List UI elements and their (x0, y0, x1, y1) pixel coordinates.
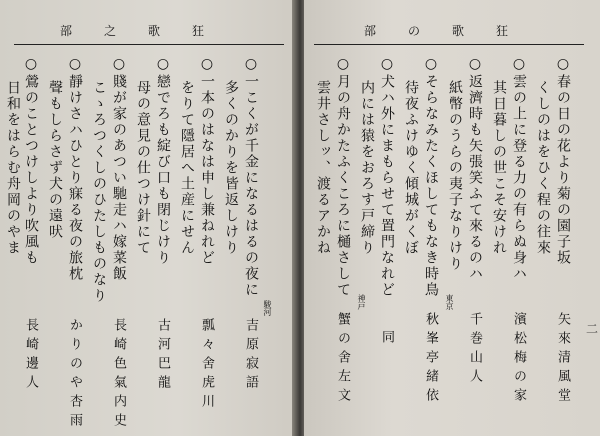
header-char: の (408, 24, 421, 38)
author-name: 瓢々舍虎川 (199, 318, 214, 413)
header-char: 之 (104, 24, 117, 38)
author-name: 秋峯亭緒依 (423, 312, 438, 407)
header-char: 歌 (452, 24, 465, 38)
poem-second-line: 母の意見の仕つけ針にて (135, 80, 151, 256)
poem-second-line: 日和をはらむ舟岡のやま (5, 80, 21, 256)
header-char: 歌 (148, 24, 161, 38)
poem-second-line: 多くのかりを皆返しけり (223, 80, 239, 256)
author-name: 古河巴龍 (155, 318, 170, 394)
poem-first-line: ○靜けさハひとり寐る夜の旅枕 (67, 56, 83, 282)
header-char: 狂 (192, 24, 205, 38)
poem-first-line: ○春の日の花より菊の園子坂 (555, 56, 571, 266)
author-name: 長崎色氣内史 (111, 318, 126, 432)
poem-second-line: をりて隱居へ土産にせん (179, 80, 195, 256)
author-place: 神戸 (357, 294, 366, 310)
header-rule (314, 44, 584, 45)
author-name: かりのや杏雨 (67, 318, 82, 432)
header-rule (14, 44, 284, 45)
poem-first-line: ○戀でろも綻び口も閉じけり (155, 56, 171, 266)
right-page (304, 0, 600, 436)
poem-first-line: ○そらなみたくほしてもなき時鳥 (423, 56, 439, 298)
poem-first-line: ○月の舟かたふくころに樋さして (335, 56, 351, 298)
author-name: 吉原寂語 (243, 318, 258, 394)
poem-second-line: 聲もしらさず犬の遠吠 (47, 80, 63, 240)
author-name: 蟹の舍左文 (335, 312, 350, 407)
poem-second-line: 雲井さしッ、渡るアかね (315, 80, 331, 256)
left-page (0, 0, 296, 436)
header-char: 部 (364, 24, 377, 38)
poem-second-line: 其日暮しの世こそ安けれ (491, 80, 507, 256)
author-name: 濱松梅の家 (511, 312, 526, 407)
poem-first-line: ○一こくが千金になるはるの夜に (243, 56, 259, 298)
poem-second-line: 待夜ふけゆく傾城がくぼ (403, 80, 419, 256)
author-name: 千巻山人 (467, 312, 482, 388)
poem-first-line: ○賤が家のあつい馳走ハ嫁菜飯 (111, 56, 127, 282)
poem-second-line: こゝろつくしのひたしものなり (91, 80, 107, 304)
poem-first-line: ○返濟時も矢張笑ふて來るのハ (467, 56, 483, 282)
author-name: 長崎邊人 (23, 318, 38, 394)
author-name: 矢來清風堂 (555, 312, 570, 407)
author-name: 同 (379, 330, 394, 349)
poem-first-line: ○鶯のことつけしより吹風も (23, 56, 39, 266)
author-place: 東京 (445, 294, 454, 310)
header-char: 狂 (496, 24, 509, 38)
poem-second-line: 紙幣のうらの夷子なりけり (447, 80, 463, 272)
poem-first-line: ○犬ハ外にまもらせて置門なれど (379, 56, 395, 298)
poem-second-line: 内には猿をおろす戸締り (359, 80, 375, 256)
poem-second-line: くしのはをひく程の往來 (535, 80, 551, 256)
header-char: 部 (60, 24, 73, 38)
page-number: 二 (586, 322, 599, 336)
poem-first-line: ○雲の上に登る力の有らぬ身ハ (511, 56, 527, 282)
author-place: 駿河 (263, 300, 272, 316)
poem-first-line: ○一本のはなは申し兼ねれど (199, 56, 215, 266)
